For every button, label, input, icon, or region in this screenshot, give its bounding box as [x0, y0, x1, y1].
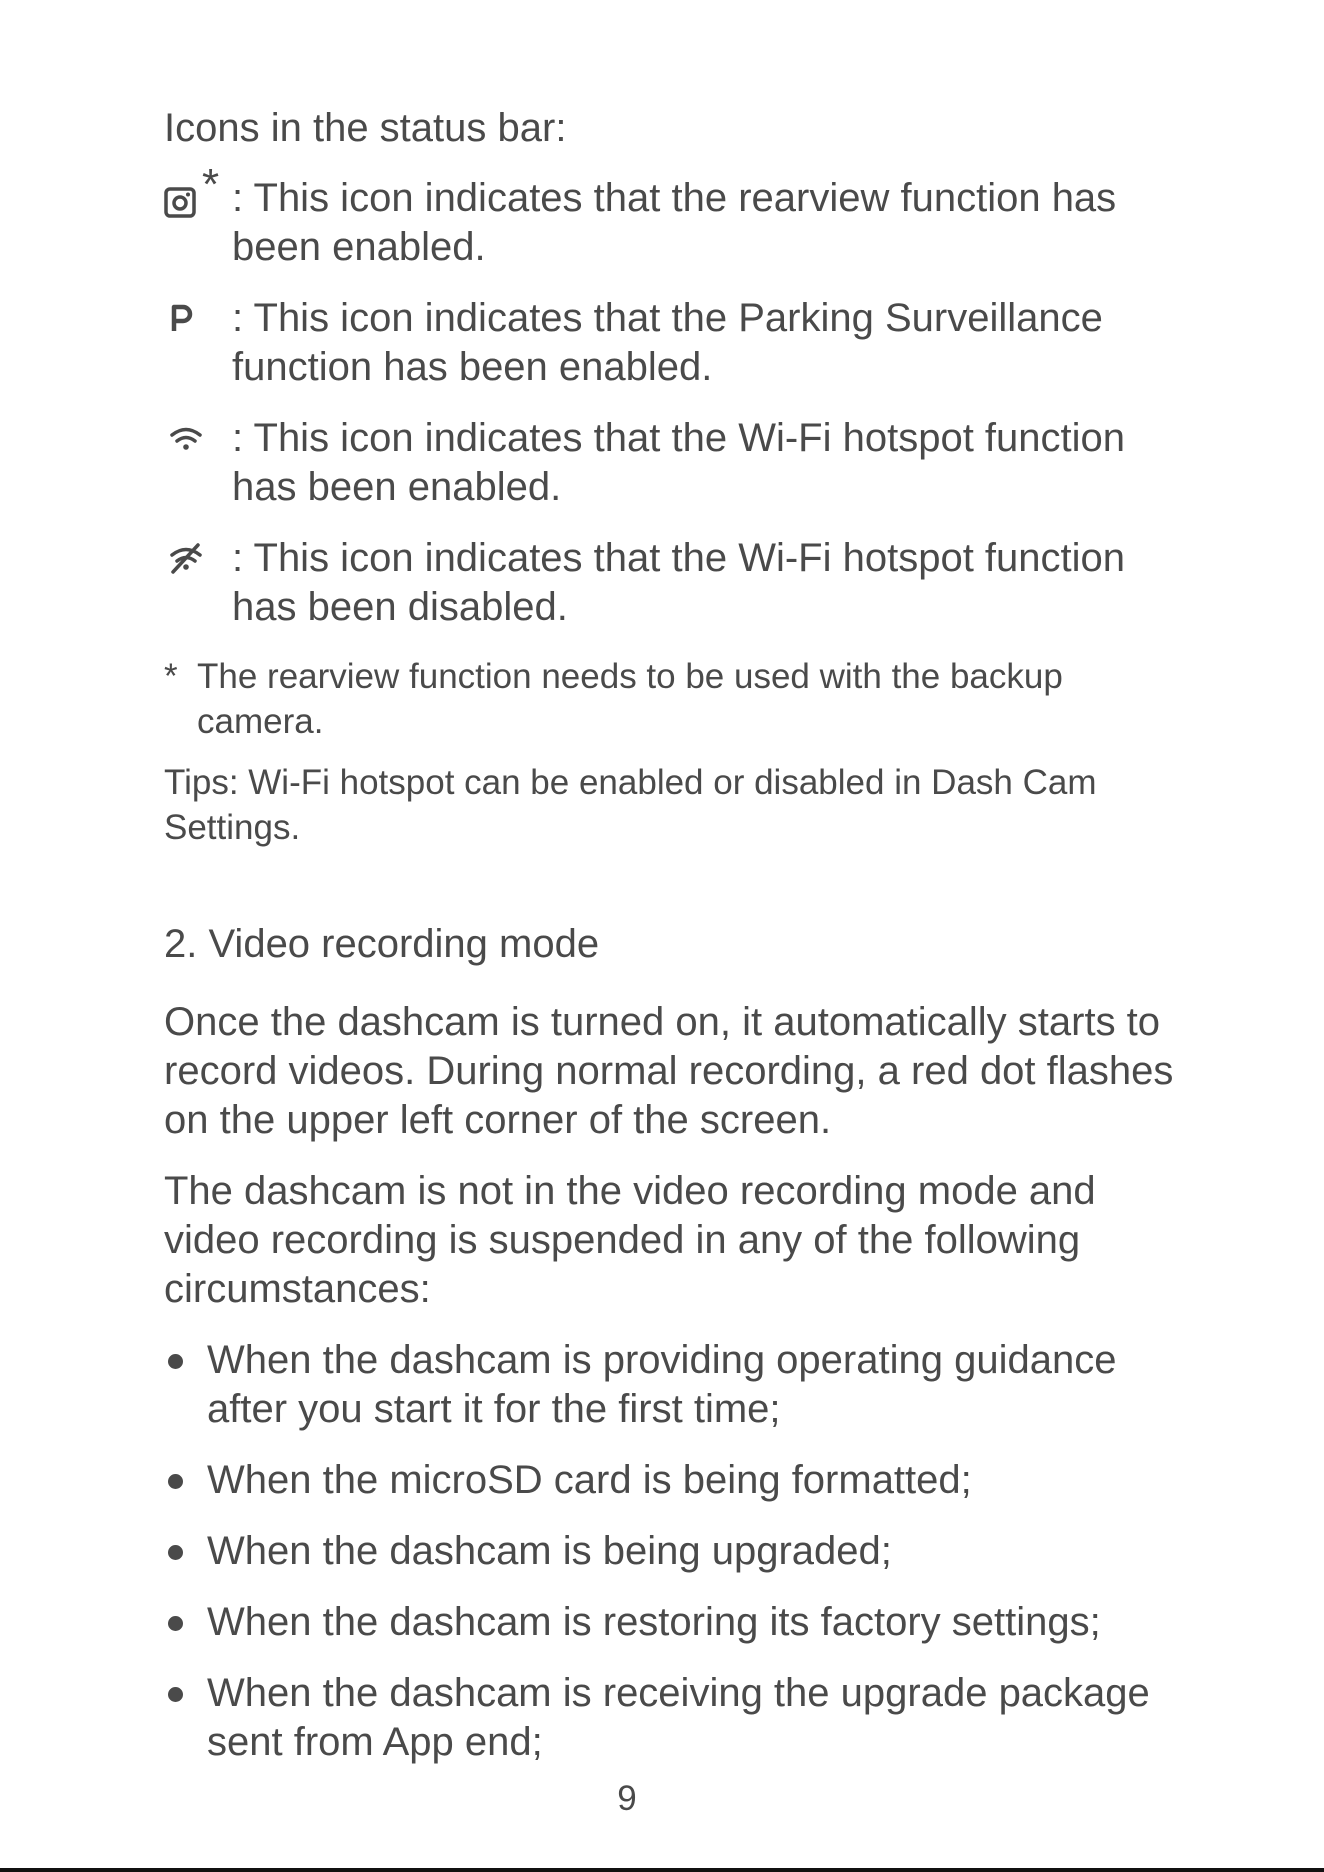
bullet-dot: [168, 1545, 183, 1560]
rearview-footnote: [164, 654, 1174, 744]
rearview-marker: *: [202, 160, 220, 209]
parking-description: : This icon indicates that the Parking Surveillance function has been enabled.: [232, 296, 1103, 389]
bullet-dot: [168, 1354, 183, 1369]
status-bar-heading: Icons in the status bar:: [164, 106, 567, 150]
icon-row-wifi-on: [164, 414, 1174, 512]
wifi-off-description: : This icon indicates that the Wi-Fi hotspot function has been disabled.: [232, 536, 1126, 629]
bottom-divider: [0, 1868, 1324, 1872]
icon-row-rearview: [164, 160, 1174, 272]
bullet-dot: [168, 1687, 183, 1702]
paragraph-auto-record: Once the dashcam is turned on, it automatically starts to record videos. During normal recording, a red dot flashes on the upper left corner of the screen.: [164, 1000, 1174, 1142]
bullet-dot: [168, 1616, 183, 1631]
icon-row-parking: [164, 294, 1174, 392]
bullet-dot: [168, 1474, 183, 1489]
wifi-on-description: : This icon indicates that the Wi-Fi hotspot function has been enabled.: [232, 416, 1126, 509]
rearview-description: : This icon indicates that the rearview function has been enabled.: [232, 176, 1117, 269]
list-item-text: When the dashcam is receiving the upgrade package sent from App end;: [207, 1671, 1150, 1764]
icon-row-wifi-off: [164, 534, 1174, 632]
list-item: [164, 1336, 1174, 1434]
list-item-text: When the dashcam is being upgraded;: [207, 1529, 892, 1573]
page-number: 9: [617, 1779, 637, 1818]
list-item-text: When the microSD card is being formatted;: [207, 1458, 972, 1502]
list-item-text: When the dashcam is providing operating guidance after you start it for the first time;: [207, 1338, 1117, 1431]
section-title: 2. Video recording mode: [164, 922, 600, 966]
footnote-text: The rearview function needs to be used with the backup camera.: [197, 657, 1063, 741]
parking-p-icon: [164, 294, 226, 343]
footnote-marker: *: [164, 657, 178, 696]
list-item: [164, 1598, 1174, 1647]
page-content: [164, 104, 1174, 1789]
wifi-tips: Tips: Wi-Fi hotspot can be enabled or disabled in Dash Cam Settings.: [164, 763, 1097, 847]
paragraph-suspended: The dashcam is not in the video recording mode and video recording is suspended in any of the following circumstances:: [164, 1169, 1096, 1311]
wifi-off-icon: [164, 534, 226, 583]
list-item-text: When the dashcam is restoring its factory settings;: [207, 1600, 1101, 1644]
list-item: [164, 1527, 1174, 1576]
circumstance-list: [164, 1336, 1174, 1767]
wifi-icon: [164, 414, 226, 463]
list-item: [164, 1456, 1174, 1505]
list-item: [164, 1669, 1174, 1767]
